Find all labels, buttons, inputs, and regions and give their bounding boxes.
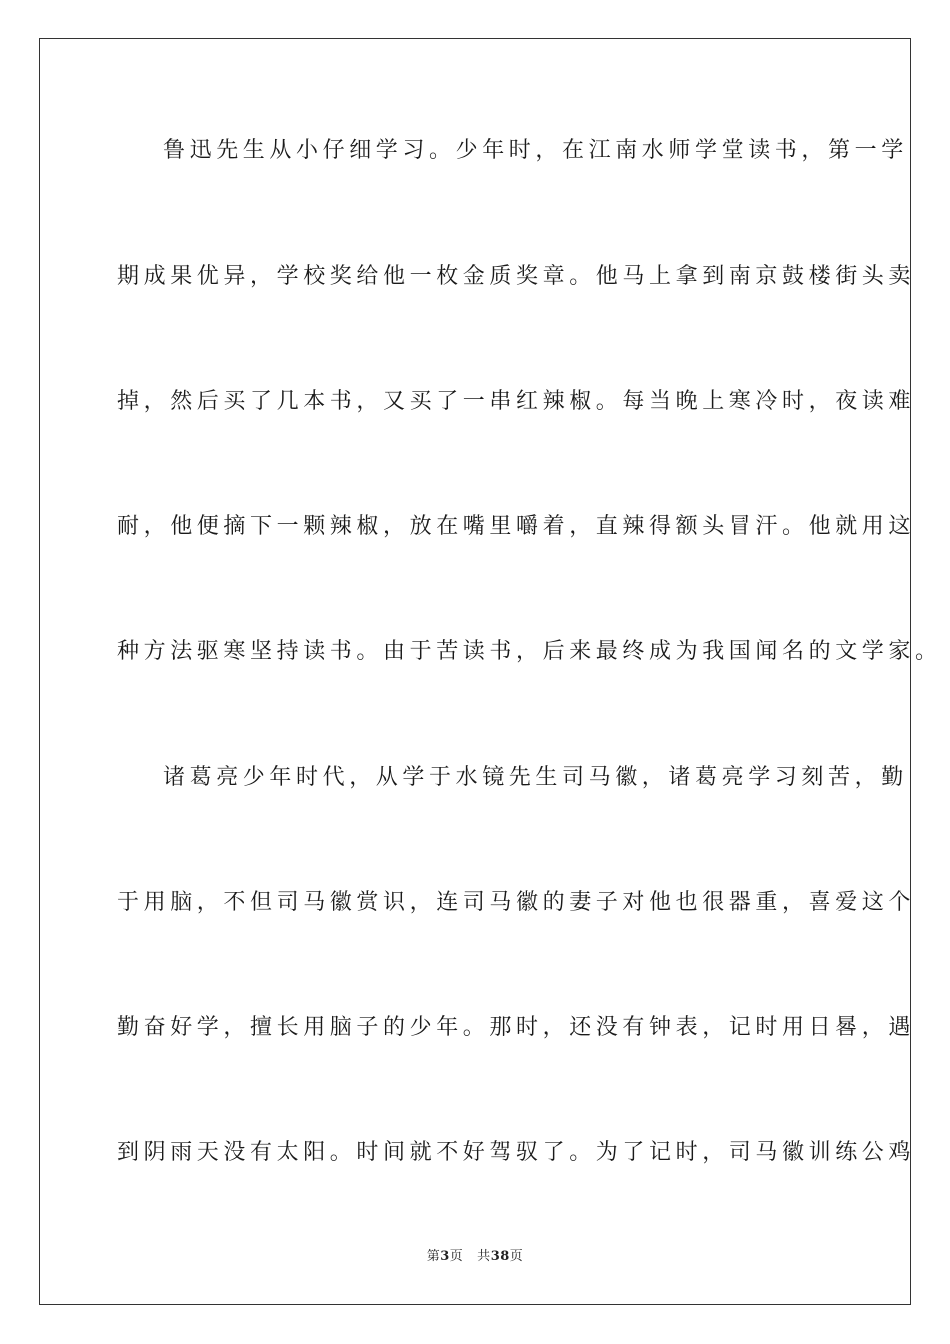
paragraph-2-line-4: 到阴雨天没有太阳。时间就不好驾驭了。为了记时，司马徽训练公鸡: [117, 1140, 916, 1165]
paragraph-1-line-4: 耐，他便摘下一颗辣椒，放在嘴里嚼着，直辣得额头冒汗。他就用这: [117, 514, 916, 539]
page-number: 3: [440, 1249, 450, 1264]
paragraph-1-line-2: 期成果优异，学校奖给他一枚金质奖章。他马上拿到南京鼓楼街头卖: [117, 264, 916, 289]
page-suffix: 页: [449, 1249, 464, 1264]
page-footer: [0, 1248, 950, 1266]
paragraph-2-line-2: 于用脑，不但司马徽赏识，连司马徽的妻子对他也很器重，喜爱这个: [117, 890, 916, 915]
paragraph-1-line-1: 鲁迅先生从小仔细学习。少年时，在江南水师学堂读书，第一学: [163, 138, 908, 163]
page-border: [39, 38, 942, 1305]
paragraph-2-line-1: 诸葛亮少年时代，从学于水镜先生司马徽，诸葛亮学习刻苦，勤: [163, 765, 908, 790]
page-prefix: 第: [426, 1249, 441, 1264]
total-prefix: 共: [477, 1249, 491, 1264]
total-suffix: 页: [509, 1249, 524, 1264]
paragraph-2-line-3: 勤奋好学，擅长用脑子的少年。那时，还没有钟表，记时用日晷，遇: [117, 1015, 916, 1040]
total-pages: 38: [490, 1249, 510, 1264]
paragraph-1-line-3: 掉，然后买了几本书，又买了一串红辣椒。每当晚上寒冷时，夜读难: [117, 389, 916, 414]
paragraph-1-line-5: 种方法驱寒坚持读书。由于苦读书，后来最终成为我国闻名的文学家。: [117, 639, 942, 664]
